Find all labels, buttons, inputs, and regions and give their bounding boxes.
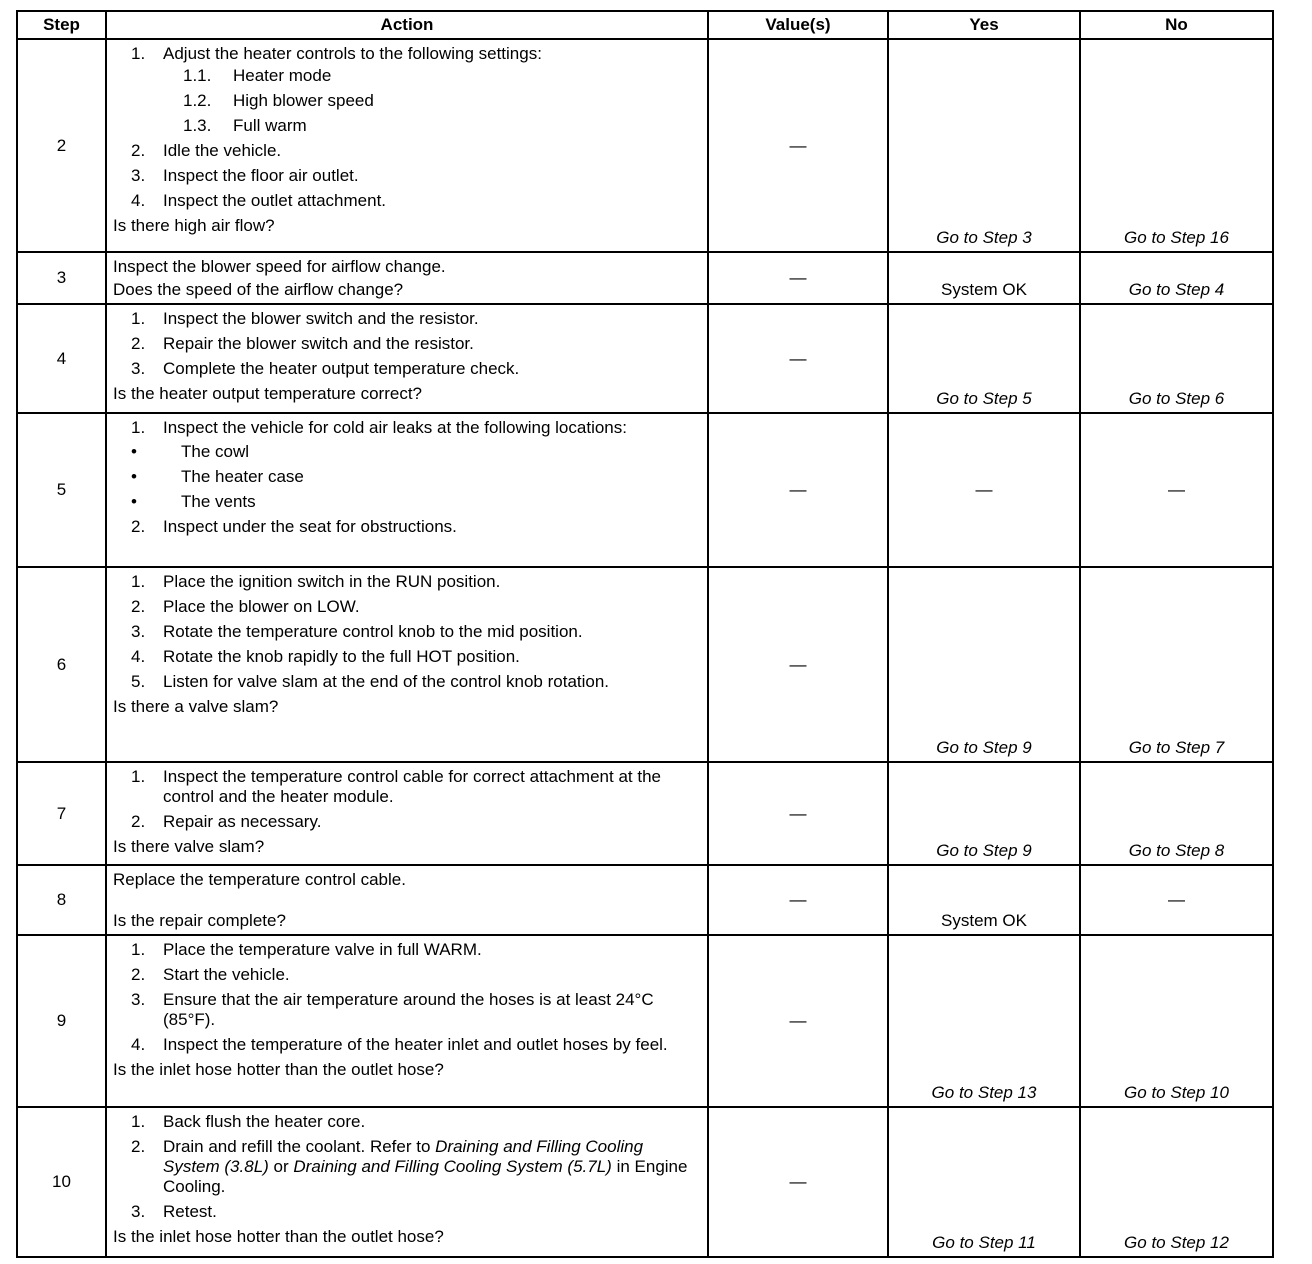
item-number: 1. bbox=[131, 572, 146, 591]
step-number: 2 bbox=[17, 39, 106, 252]
value-cell: — bbox=[708, 304, 888, 413]
action-cell bbox=[106, 304, 708, 413]
no-result: Go to Step 10 bbox=[1080, 935, 1273, 1107]
table-row bbox=[17, 935, 1273, 1107]
no-result: Go to Step 16 bbox=[1080, 39, 1273, 252]
sub-item bbox=[113, 116, 701, 136]
action-line: Replace the temperature control cable. bbox=[113, 870, 406, 889]
list-item bbox=[113, 44, 701, 136]
item-text: Listen for valve slam at the end of the control knob rotation. bbox=[163, 672, 610, 691]
item-text: Back flush the heater core. bbox=[163, 1112, 366, 1131]
table-row bbox=[17, 304, 1273, 413]
list-item bbox=[113, 1035, 701, 1055]
action-cell bbox=[106, 762, 708, 865]
list-item bbox=[113, 141, 701, 161]
value-cell: — bbox=[708, 252, 888, 304]
question-text: Does the speed of the airflow change? bbox=[113, 280, 404, 299]
item-number: 2. bbox=[131, 141, 146, 160]
list-item bbox=[113, 1202, 701, 1222]
item-number: 4. bbox=[131, 191, 146, 210]
item-text: Inspect the floor air outlet. bbox=[163, 166, 359, 185]
bullet-text: The cowl bbox=[181, 442, 250, 461]
list-item bbox=[113, 990, 701, 1030]
yes-result: Go to Step 13 bbox=[888, 935, 1080, 1107]
value-cell: — bbox=[708, 865, 888, 935]
list-item bbox=[113, 597, 701, 617]
item-number: 3. bbox=[131, 166, 146, 185]
bullet-item bbox=[121, 442, 701, 462]
sub-item bbox=[113, 66, 701, 86]
table-row bbox=[17, 1107, 1273, 1257]
sub-item-text: Full warm bbox=[233, 116, 307, 135]
item-number: 3. bbox=[131, 1202, 146, 1221]
sub-item-text: High blower speed bbox=[233, 91, 374, 110]
no-result: — bbox=[1080, 865, 1273, 935]
step-number: 6 bbox=[17, 567, 106, 762]
value-cell: — bbox=[708, 1107, 888, 1257]
item-text: Place the blower on LOW. bbox=[163, 597, 360, 616]
step-number: 5 bbox=[17, 413, 106, 567]
value-cell: — bbox=[708, 567, 888, 762]
item-number: 2. bbox=[131, 597, 146, 616]
item-text: Idle the vehicle. bbox=[163, 141, 282, 160]
item-text: Retest. bbox=[163, 1202, 217, 1221]
no-result: Go to Step 12 bbox=[1080, 1107, 1273, 1257]
question-text: Is the inlet hose hotter than the outlet hose? bbox=[113, 1060, 444, 1079]
yes-result: Go to Step 11 bbox=[888, 1107, 1080, 1257]
item-number: 1. bbox=[131, 44, 146, 63]
question-text: Is the repair complete? bbox=[113, 911, 286, 930]
list-item bbox=[113, 812, 701, 832]
list-item bbox=[113, 1112, 701, 1132]
value-cell: — bbox=[708, 39, 888, 252]
question-text: Is there valve slam? bbox=[113, 837, 265, 856]
action-cell bbox=[106, 865, 708, 935]
action-cell bbox=[106, 252, 708, 304]
item-number: 1. bbox=[131, 309, 146, 328]
item-text: Adjust the heater controls to the following settings: bbox=[163, 44, 542, 63]
list-item bbox=[113, 309, 701, 329]
sub-item-number: 1.2. bbox=[183, 91, 212, 110]
yes-result: Go to Step 9 bbox=[888, 762, 1080, 865]
header-values: Value(s) bbox=[708, 11, 888, 39]
list-item bbox=[113, 166, 701, 186]
header-row bbox=[17, 11, 1273, 39]
no-result: Go to Step 7 bbox=[1080, 567, 1273, 762]
item-text: Ensure that the air temperature around the hoses is at least 24°C (85°F). bbox=[163, 990, 654, 1029]
table-row bbox=[17, 762, 1273, 865]
no-result: Go to Step 4 bbox=[1080, 252, 1273, 304]
item-number: 1. bbox=[131, 418, 146, 437]
item-text: Start the vehicle. bbox=[163, 965, 290, 984]
step-number: 10 bbox=[17, 1107, 106, 1257]
table-row bbox=[17, 567, 1273, 762]
sub-item-text: Heater mode bbox=[233, 66, 332, 85]
item-text: Rotate the knob rapidly to the full HOT position. bbox=[163, 647, 520, 666]
item-text: Inspect the temperature control cable for correct attachment at the control and the heater module. bbox=[163, 767, 661, 806]
item-text: Complete the heater output temperature check. bbox=[163, 359, 520, 378]
header-step: Step bbox=[17, 11, 106, 39]
item-text: Inspect the outlet attachment. bbox=[163, 191, 387, 210]
item-number: 5. bbox=[131, 672, 146, 691]
diagnostic-table bbox=[16, 10, 1274, 1258]
yes-result: System OK bbox=[888, 865, 1080, 935]
action-cell bbox=[106, 39, 708, 252]
item-number: 2. bbox=[131, 965, 146, 984]
list-item bbox=[113, 940, 701, 960]
table-row bbox=[17, 252, 1273, 304]
header-yes: Yes bbox=[888, 11, 1080, 39]
bullet-item bbox=[121, 467, 701, 487]
bullet-icon: • bbox=[131, 492, 137, 511]
list-item bbox=[113, 334, 701, 354]
list-item bbox=[113, 672, 701, 692]
item-text: Rotate the temperature control knob to the mid position. bbox=[163, 622, 583, 641]
item-text: Inspect the temperature of the heater inlet and outlet hoses by feel. bbox=[163, 1035, 668, 1054]
item-text: Drain and refill the coolant. Refer to bbox=[163, 1137, 431, 1156]
item-text: Repair the blower switch and the resistor. bbox=[163, 334, 474, 353]
action-cell bbox=[106, 1107, 708, 1257]
yes-result: Go to Step 3 bbox=[888, 39, 1080, 252]
item-number: 3. bbox=[131, 990, 146, 1009]
table-row bbox=[17, 39, 1273, 252]
sub-item-number: 1.3. bbox=[183, 116, 212, 135]
value-cell: — bbox=[708, 413, 888, 567]
item-tail: in Engine Cooling. bbox=[163, 1157, 688, 1196]
sub-item bbox=[113, 91, 701, 111]
reference-link-3-8l: Draining and Filling Cooling System (3.8L) bbox=[163, 1137, 644, 1176]
list-item bbox=[113, 1137, 701, 1197]
step-number: 4 bbox=[17, 304, 106, 413]
bullet-icon: • bbox=[131, 467, 137, 486]
action-line: Inspect the blower speed for airflow change. bbox=[113, 257, 446, 276]
question-text: Is there high air flow? bbox=[113, 216, 275, 235]
no-result: Go to Step 6 bbox=[1080, 304, 1273, 413]
question-text: Is the inlet hose hotter than the outlet hose? bbox=[113, 1227, 444, 1246]
value-cell: — bbox=[708, 762, 888, 865]
item-text: Place the temperature valve in full WARM. bbox=[163, 940, 482, 959]
item-text: Inspect under the seat for obstructions. bbox=[163, 517, 457, 536]
list-item bbox=[113, 622, 701, 642]
header-no: No bbox=[1080, 11, 1273, 39]
header-action: Action bbox=[106, 11, 708, 39]
yes-result: — bbox=[888, 413, 1080, 567]
list-item bbox=[113, 767, 701, 807]
item-number: 3. bbox=[131, 622, 146, 641]
bullet-text: The vents bbox=[181, 492, 256, 511]
list-item bbox=[113, 359, 701, 379]
table-row bbox=[17, 413, 1273, 567]
list-item bbox=[113, 647, 701, 667]
item-number: 4. bbox=[131, 1035, 146, 1054]
item-number: 2. bbox=[131, 517, 146, 536]
or-text: or bbox=[273, 1157, 289, 1176]
list-item bbox=[113, 418, 701, 512]
item-text: Place the ignition switch in the RUN position. bbox=[163, 572, 501, 591]
item-number: 3. bbox=[131, 359, 146, 378]
no-result: Go to Step 8 bbox=[1080, 762, 1273, 865]
list-item bbox=[113, 572, 701, 592]
item-text: Inspect the vehicle for cold air leaks at the following locations: bbox=[163, 418, 627, 437]
item-number: 2. bbox=[131, 334, 146, 353]
question-text: Is there a valve slam? bbox=[113, 697, 279, 716]
item-number: 1. bbox=[131, 1112, 146, 1131]
sub-item-number: 1.1. bbox=[183, 66, 212, 85]
list-item bbox=[113, 191, 701, 211]
no-result: — bbox=[1080, 413, 1273, 567]
action-cell bbox=[106, 935, 708, 1107]
list-item bbox=[113, 517, 701, 537]
item-number: 1. bbox=[131, 940, 146, 959]
yes-result: Go to Step 5 bbox=[888, 304, 1080, 413]
item-number: 4. bbox=[131, 647, 146, 666]
item-text: Inspect the blower switch and the resistor. bbox=[163, 309, 479, 328]
step-number: 8 bbox=[17, 865, 106, 935]
item-number: 1. bbox=[131, 767, 146, 786]
reference-link-5-7l: Draining and Filling Cooling System (5.7L) bbox=[293, 1157, 612, 1176]
action-cell bbox=[106, 413, 708, 567]
action-cell bbox=[106, 567, 708, 762]
step-number: 3 bbox=[17, 252, 106, 304]
bullet-item bbox=[121, 492, 701, 512]
yes-result: Go to Step 9 bbox=[888, 567, 1080, 762]
item-number: 2. bbox=[131, 812, 146, 831]
question-text: Is the heater output temperature correct? bbox=[113, 384, 423, 403]
value-cell: — bbox=[708, 935, 888, 1107]
item-number: 2. bbox=[131, 1137, 146, 1156]
list-item bbox=[113, 965, 701, 985]
step-number: 7 bbox=[17, 762, 106, 865]
step-number: 9 bbox=[17, 935, 106, 1107]
table-row bbox=[17, 865, 1273, 935]
bullet-text: The heater case bbox=[181, 467, 304, 486]
yes-result: System OK bbox=[888, 252, 1080, 304]
bullet-icon: • bbox=[131, 442, 137, 461]
item-text: Repair as necessary. bbox=[163, 812, 322, 831]
